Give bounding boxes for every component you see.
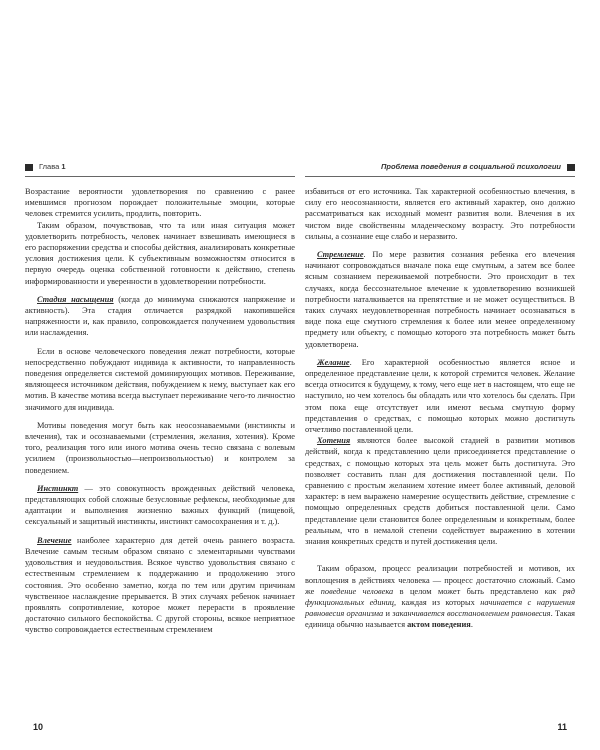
paragraph: Хотения являются более высокой стадией в развитии мотивов действий, когда к представлению цели присоединяется представление о средствах, с помощью которых эта цель может быть достигнута. Это позволяет составить план для достижения поставленной цели. По сравнению с простым желанием хотение имеет более активный, деловой характер: в нем выражено намерение осуществить действие, стремление с помощью определенных средств добиться поставленной цели. Само представление цели становится более определенным и конкретным, более реальным, что в немалой степени содействует выражению в хотении знания конкретных средств и путей достижения цели. [305, 436, 575, 547]
page-number-left: 10 [33, 722, 44, 732]
paragraph: Стадия насыщения (когда до минимума снижаются напряжение и активность). Эта стадия отличается разрядкой накопившейся напряженности и, как правило, сопровождается получением удовольствия или наслаждения. [25, 294, 295, 338]
paragraph: Если в основе человеческого поведения лежат потребности, которые непосредственно побуждают индивида к активности, то направленность поведения определяется системой доминирующих мотивов. Переживание, являющееся источником действия, побуждением к нему, выступает как его мотив. В качестве мотива всегда выступает переживание чего-то личностно значимого для индивида. [25, 346, 295, 412]
term-highlight: Стадия насыщения [37, 294, 114, 304]
term-highlight: Хотения [317, 436, 351, 446]
chapter-number: 1 [61, 162, 66, 171]
term-highlight: Стремление [317, 250, 364, 260]
term-highlight: Влечение [37, 535, 72, 545]
paragraph: Влечение наиболее характерно для детей очень раннего возраста. Влечение самым тесным образом связано с элементарными чувствами удовольствия и неудовольствия. Всякое чувство удовольствия связано с естественным стремлением к поддержанию и продолжению этого состояния. Это особенно заметно, когда по тем или другим причинам чувственное наслаждение прерывается. В этих случаях ребенок начинает проявлять сопротивление, которое может перерасти в проявление достаточно сильного беспокойства. С другой стороны, всякое неприятное чувство сопровождается естественным стремлением [25, 535, 295, 635]
right-body-text [305, 186, 575, 631]
term-highlight: Желание [317, 357, 350, 367]
square-marker-icon [25, 164, 33, 171]
key-term-bold: актом поведения [407, 620, 471, 630]
running-head-left [25, 162, 295, 177]
paragraph: Мотивы поведения могут быть как неосознаваемыми (инстинкты и влечения), так и осознаваемыми (стремления, желания, хотения). Кроме того, реализация того или иного мотива очень тесно связана с волевым усилием (произвольностью—непроизвольностью) и контролем за поведением. [25, 420, 295, 475]
emphasis-text: поведение человека [320, 586, 394, 596]
paragraph: Стремление. По мере развития сознания ребенка его влечения начинают сопровождаться вначале пока еще смутным, а затем все более ясным сознанием переживаемой потребности. Это происходит в тех случаях, когда бессознательное влечение к удовлетворению возникшей потребности наталкивается на препятствие и не может осуществиться. В таких случаях неудовлетворенная потребность начинает осознаваться в виде пока еще смутного стремления к более или менее определенному предмету или объекту, с помощью которого эта потребность может быть удовлетворена. [305, 250, 575, 349]
term-highlight: Инстинкт [37, 483, 79, 493]
closing-paragraph: Таким образом, процесс реализации потребностей и мотивов, их воплощения в действиях человека — процесс достаточно сложный. Само же поведение человека в целом может быть представлено как ряд функциональных единиц, каждая из которых начинается с нарушения равновесия организма и заканчивается восстановлением равновесия. Такая единица обычно называется актом поведения. [305, 564, 576, 630]
square-marker-icon [567, 164, 575, 171]
paragraph: Инстинкт — это совокупность врожденных действий человека, представляющих собой сложные безусловные рефлексы, необходимые для адаптации и выполнения жизненно важных функций (пищевой, сексуальный и защитный инстинкты, инстинкт самосохранения и т. д.). [25, 483, 295, 527]
emphasis-text: как ряд функциональных единиц [305, 586, 575, 607]
paragraph: Таким образом, почувствовав, что та или иная ситуация может удовлетворить потребность, человек начинает взвешивать имеющиеся в его распоряжении средства и способы действия, анализировать конкретные условия достижения цели. К субъективным возможностям относится в первую очередь оценка собственной готовности к действию, степень информированности и уверенности в удовлетворении потребности. [25, 220, 295, 286]
section-title: Проблема поведения в социальной психологии [381, 162, 561, 171]
left-page [25, 162, 295, 732]
emphasis-text: начинается с нарушения равновесия организма [305, 597, 575, 619]
chapter-label: Глава [39, 162, 60, 171]
paragraph: Желание. Его характерной особенностью является ясное и определенное представление цели, к которой стремится человек. Желание всегда относится к будущему, к тому, чего еще нет в настоящем, что еще не наступило, но чем хотелось бы обладать или что хотелось бы сделать. При этом пока еще отсутствует или имеют весьма смутную форму представления о средствах, с помощью которых можно достигнуть отчетливо поставленной цели. [305, 357, 575, 435]
page-number-right: 11 [557, 722, 567, 732]
running-head-right [305, 162, 575, 177]
paragraph: Возрастание вероятности удовлетворения по сравнению с ранее имевшимся прогнозом порождает положительные эмоции, которые человек стремится усилить, продлить, повторить. [25, 187, 295, 219]
right-page [305, 162, 576, 732]
left-body-text [25, 186, 295, 636]
emphasis-text: заканчивается восстановлением равновесия [392, 609, 551, 619]
paragraph: избавиться от его источника. Так характерной особенностью влечения, в силу его неосознанности, является его активный характер, оно должно рассматриваться как исходный момент развития воли. Влечения в их чистом виде свойственны младенческому возрасту. Это потребности сильны, а сознание еще слабо и неразвито. [305, 187, 575, 241]
